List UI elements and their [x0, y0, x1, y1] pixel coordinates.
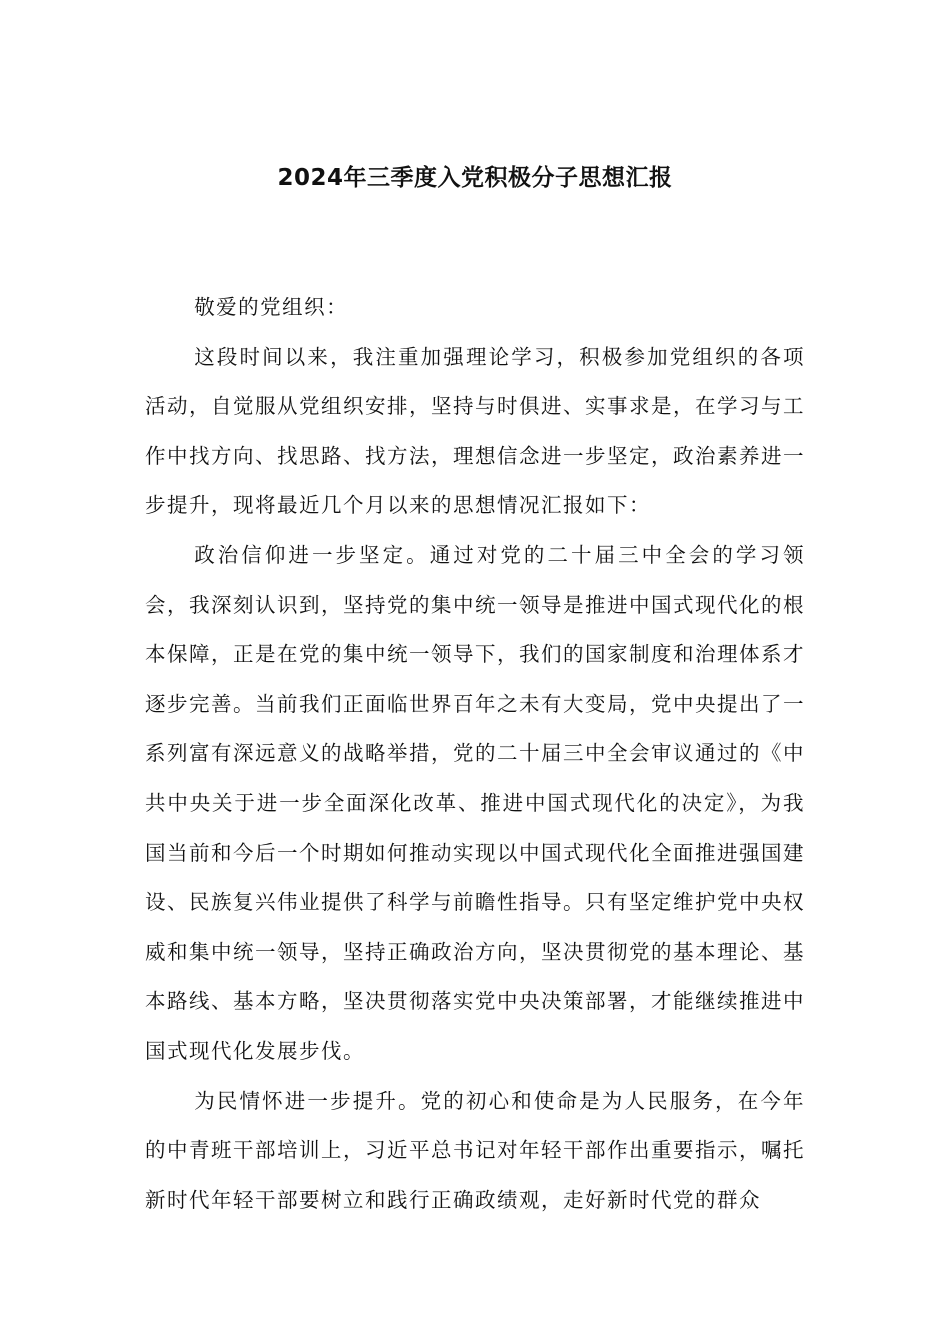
document-title: 2024年三季度入党积极分子思想汇报 [277, 165, 673, 191]
salutation: 敬爱的党组织： [194, 295, 349, 319]
paragraph-political-belief: 政治信仰进一步坚定。通过对党的二十届三中全会的学习领会，我深刻认识到，坚持党的集中统一领导是推进中国式现代化的根本保障，正是在党的集中统一领导下，我们的国家制度和治理体系才逐步完善。当前我们正面临世界百年之未有大变局，党中央提出了一系列富有深远意义的战略举措，党的二十届三中全会审议通过的《中共中央关于进一步全面深化改革、推进中国式现代化的决定》，为我国当前和今后一个时期如何推动实现以中国式现代化全面推进强国建设、民族复兴伟业提供了科学与前瞻性指导。只有坚定维护党中央权威和集中统一领导，坚持正确政治方向，坚决贯彻党的基本理论、基本路线、基本方略，坚决贯彻落实党中央决策部署，才能继续推进中国式现代化发展步伐。 [145, 542, 805, 1063]
paragraph-people-sentiment: 为民情怀进一步提升。党的初心和使命是为人民服务，在今年的中青班干部培训上，习近平总书记对年轻干部作出重要指示，嘱托新时代年轻干部要树立和践行正确政绩观，走好新时代党的群众 [145, 1088, 805, 1212]
document-body [145, 283, 805, 1225]
paragraph-intro: 这段时间以来，我注重加强理论学习，积极参加党组织的各项活动，自觉服从党组织安排，坚持与时俱进、实事求是，在学习与工作中找方向、找思路、找方法，理想信念进一步坚定，政治素养进一步提升，现将最近几个月以来的思想情况汇报如下： [145, 344, 805, 518]
